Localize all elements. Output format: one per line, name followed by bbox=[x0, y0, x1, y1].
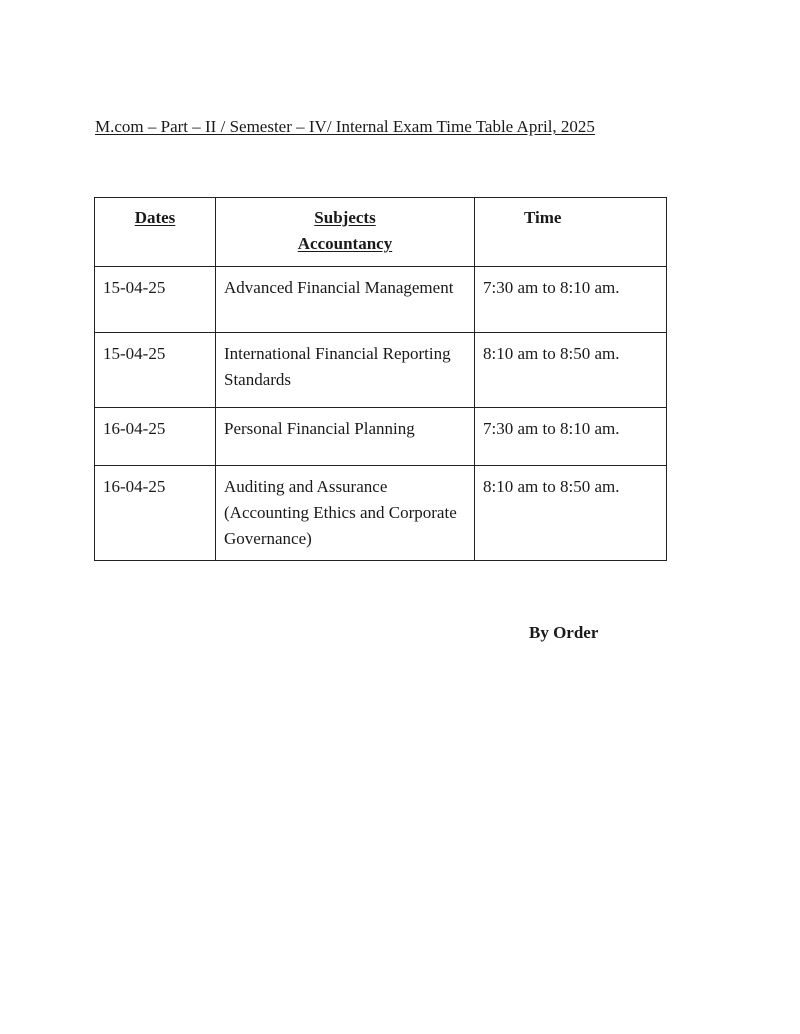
cell-subject: Personal Financial Planning bbox=[216, 408, 475, 466]
page-title: M.com – Part – II / Semester – IV/ Internal Exam Time Table April, 2025 bbox=[95, 117, 595, 136]
cell-subject: Advanced Financial Management bbox=[216, 267, 475, 333]
header-dates: Dates bbox=[95, 198, 216, 267]
table-row bbox=[95, 466, 667, 561]
header-subjects-accountancy: Accountancy bbox=[297, 234, 393, 253]
cell-date: 15-04-25 bbox=[95, 333, 216, 408]
cell-time: 8:10 am to 8:50 am. bbox=[475, 333, 667, 408]
cell-date: 16-04-25 bbox=[95, 408, 216, 466]
cell-subject: International Financial Reporting Standards bbox=[216, 333, 475, 408]
table-header-row bbox=[95, 198, 667, 267]
header-subjects bbox=[216, 198, 475, 267]
cell-time: 7:30 am to 8:10 am. bbox=[475, 408, 667, 466]
by-order-signature: By Order bbox=[529, 623, 599, 642]
cell-time: 7:30 am to 8:10 am. bbox=[475, 267, 667, 333]
header-subjects-label: Subjects bbox=[314, 208, 376, 227]
cell-subject: Auditing and Assurance (Accounting Ethics and Corporate Governance) bbox=[216, 466, 475, 561]
table-row bbox=[95, 333, 667, 408]
cell-date: 16-04-25 bbox=[95, 466, 216, 561]
cell-date: 15-04-25 bbox=[95, 267, 216, 333]
cell-time: 8:10 am to 8:50 am. bbox=[475, 466, 667, 561]
exam-timetable bbox=[94, 197, 667, 561]
header-time bbox=[475, 198, 667, 267]
table-row bbox=[95, 408, 667, 466]
table-row bbox=[95, 267, 667, 333]
header-time-label: Time bbox=[524, 208, 562, 227]
